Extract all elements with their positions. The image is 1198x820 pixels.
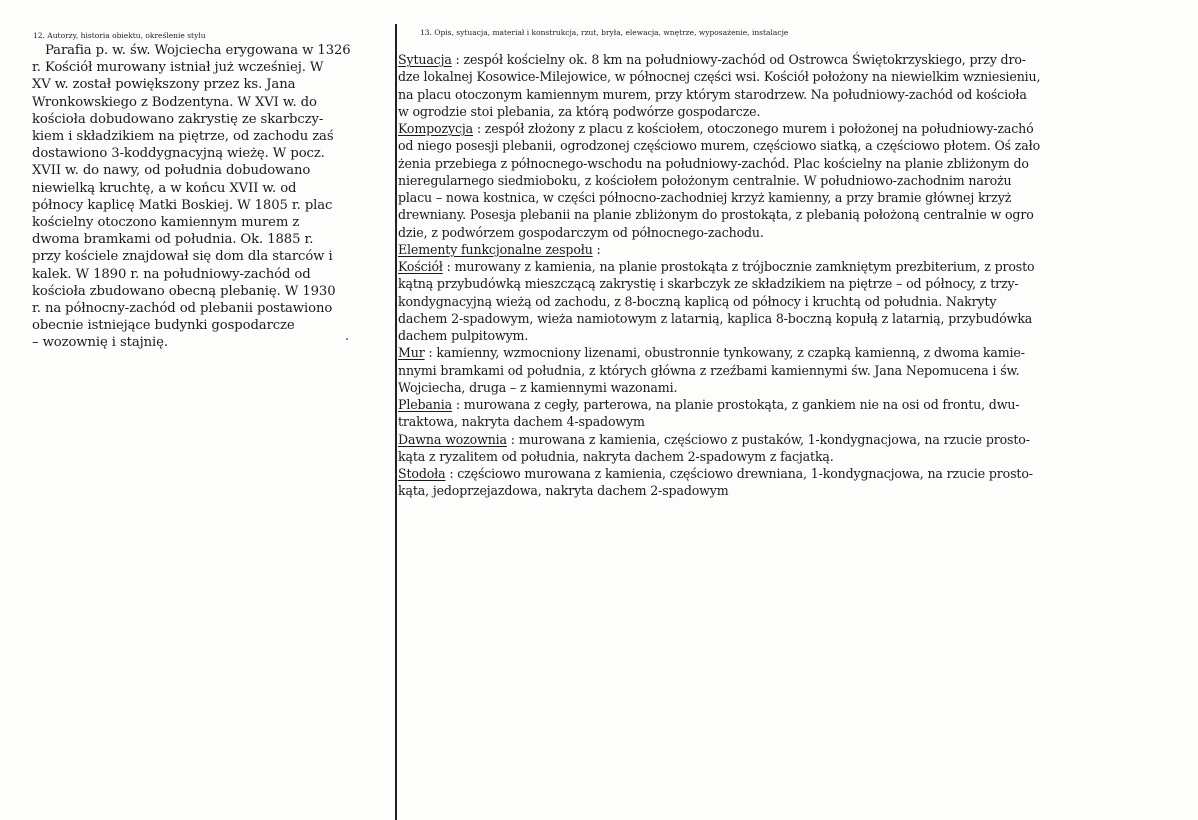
section-text: nieregularnego siedmioboku, z kościołem położonym centralnie. W południowo-zachodnim narożu <box>398 172 1012 188</box>
column-divider <box>395 24 397 820</box>
history-text-line: kiem i składzikiem na piętrze, od zachodu zaś <box>32 129 334 145</box>
section-text: : <box>592 241 601 257</box>
description-text-line <box>398 155 1160 172</box>
description-text-line <box>398 379 1160 396</box>
section-text: : murowana z cegły, parterowa, na planie prostokąta, z gankiem nie na osi od frontu, dwu- <box>451 397 1020 412</box>
history-text-line: północy kaplicę Matki Boskiej. W 1805 r. plac <box>32 197 333 213</box>
section-text: : kamienny, wzmocniony lizenami, obustronnie tynkowany, z czapką kamienną, z dwoma kamie- <box>424 345 1025 361</box>
section-text: kondygnacyjną wieżą od zachodu, z 8-boczną kaplicą od północy i kruchtą od południa. Nakryty <box>398 293 997 309</box>
history-text-line: dostawiono 3-koddygnacyjną wieżę. W pocz. <box>32 146 325 162</box>
description-text-line <box>398 258 1160 275</box>
section-label: Elementy funkcjonalne zespołu <box>398 241 593 257</box>
description-text-line <box>398 137 1160 154</box>
section-text: kątną przybudówką mieszczącą zakrystię i skarbczyk ze składzikiem na piętrze – od północy, z trzy- <box>398 276 1019 292</box>
description-text-line <box>398 482 1160 499</box>
description-text-line <box>398 344 1160 361</box>
description-text-line <box>398 431 1160 448</box>
section-text: dze lokalnej Kosowice-Milejowice, w północnej części wsi. Kościół położony na niewielkim wzniesieniu, <box>398 69 1041 85</box>
description-text-line <box>398 68 1160 85</box>
section-text: nnymi bramkami od południa, z których główna z rzeźbami kamiennymi św. Jana Nepomucena i św. <box>398 362 1020 378</box>
history-text-line: – wozownię i stajnię. <box>32 335 168 351</box>
description-text-line <box>398 172 1160 189</box>
section-text: dzie, z podwórzem gospodarczym od północnego-zachodu. <box>398 224 764 240</box>
section-text: placu – nowa kostnica, w części północno-zachodniej krzyż kamienny, a przy bramie głównej krzyż <box>398 190 1012 205</box>
section-text: kąta z ryzalitem od południa, nakryta dachem 2-spadowym z facjatką. <box>398 448 834 464</box>
right-column-header: 13. Opis, sytuacja, materiał i konstrukcja, rzut, bryła, elewacja, wnętrze, wyposażenie, instalacje <box>420 28 789 37</box>
description-text-line <box>398 120 1160 137</box>
description-text-line <box>398 51 1160 68</box>
description-text-line <box>398 396 1160 413</box>
section-text: : częściowo murowana z kamienia, częściowo drewniana, 1-kondygnacjowa, na rzucie prosto- <box>445 466 1033 481</box>
description-text-line <box>398 293 1160 310</box>
section-label: Kompozycja <box>398 121 473 136</box>
section-label: Stodoła <box>398 466 446 481</box>
description-text-line <box>398 189 1160 206</box>
description-text-line <box>398 241 1160 258</box>
history-text-line: kościoła dobudowano zakrystię ze skarbczy- <box>32 111 324 127</box>
section-label: Plebania <box>398 397 452 412</box>
history-text-line: kościelny otoczono kamiennym murem z <box>32 215 300 231</box>
history-text-line: XVII w. do nawy, od południa dobudowano <box>32 163 311 179</box>
left-column-header: 12. Autorzy, historia obiektu, określenie stylu <box>33 31 206 40</box>
history-text-line: kalek. W 1890 r. na południowy-zachód od <box>32 266 311 282</box>
scan-speck <box>346 338 348 340</box>
description-text-line <box>398 413 1160 430</box>
section-text: : zespół kościelny ok. 8 km na południowy-zachód od Ostrowca Świętokrzyskiego, przy dro- <box>451 52 1026 67</box>
history-text-line: Parafia p. w. św. Wojciecha erygowana w 1326 <box>45 43 351 58</box>
description-text-line <box>398 86 1160 103</box>
section-text: od niego posesji plebanii, ogrodzonej częściowo murem, częściowo siatką, a częściowo płotem. Oś zało <box>398 138 1041 154</box>
description-column <box>398 51 1160 500</box>
history-column <box>32 42 382 352</box>
description-text-line <box>398 310 1160 327</box>
description-text-line <box>398 103 1160 120</box>
history-text-line: dwoma bramkami od południa. Ok. 1885 r. <box>32 232 314 248</box>
section-text: w ogrodzie stoi plebania, za którą podwórze gospodarcze. <box>398 103 761 119</box>
section-text: : murowana z kamienia, częściowo z pustaków, 1-kondygnacjowa, na rzucie prosto- <box>506 431 1030 447</box>
history-text-line: XV w. został powiększony przez ks. Jana <box>32 77 296 93</box>
section-text: dachem 2-spadowym, wieża namiotowym z latarnią, kaplica 8-boczną kopułą z latarnią, przybudówka <box>398 310 1033 326</box>
history-text-line: r. na północny-zachód od plebanii postawiono <box>32 301 333 317</box>
description-text-line <box>398 206 1160 223</box>
description-text-line <box>398 327 1160 344</box>
description-text-line <box>398 224 1160 241</box>
section-text: traktowa, nakryta dachem 4-spadowym <box>398 414 645 430</box>
history-text-line: obecnie istniejące budynki gospodarcze <box>32 318 295 334</box>
section-label: Mur <box>398 345 425 361</box>
history-text-line: kościoła zbudowano obecną plebanię. W 1930 <box>32 283 336 299</box>
section-label: Sytuacja <box>398 52 452 67</box>
history-text-line: r. Kościół murowany istniał już wcześniej. W <box>32 60 324 76</box>
section-text: dachem pulpitowym. <box>398 328 529 343</box>
section-text: kąta, jedoprzejazdowa, nakryta dachem 2-spadowym <box>398 483 729 499</box>
description-text-line <box>398 465 1160 482</box>
history-text-line: przy kościele znajdował się dom dla starców i <box>32 249 333 265</box>
description-text-line <box>398 448 1160 465</box>
section-label: Kościół <box>398 259 443 274</box>
section-text: drewniany. Posesja plebanii na planie zbliżonym do prostokąta, z plebanią położoną centralnie w ogro <box>398 207 1034 223</box>
section-text: : zespół złożony z placu z kościołem, otoczonego murem i położonej na południowy-zachó <box>472 121 1034 136</box>
section-text: : murowany z kamienia, na planie prostokąta z trójbocznie zamkniętym prezbiterium, z prosto <box>442 259 1035 274</box>
history-text-line: Wronkowskiego z Bodzentyna. W XVI w. do <box>32 94 317 110</box>
section-text: na placu otoczonym kamiennym murem, przy którym starodrzew. Na południowy-zachód od kościoła <box>398 86 1027 102</box>
section-text: Wojciecha, druga – z kamiennymi wazonami. <box>398 379 678 395</box>
section-text: żenia przebiega z północnego-wschodu na południowy-zachód. Plac kościelny na planie zbliżonym do <box>398 155 1029 171</box>
description-text-line <box>398 275 1160 292</box>
section-label: Dawna wozownia <box>398 431 507 447</box>
history-text-line: niewielką kruchtę, a w końcu XVII w. od <box>32 180 297 196</box>
description-text-line <box>398 362 1160 379</box>
